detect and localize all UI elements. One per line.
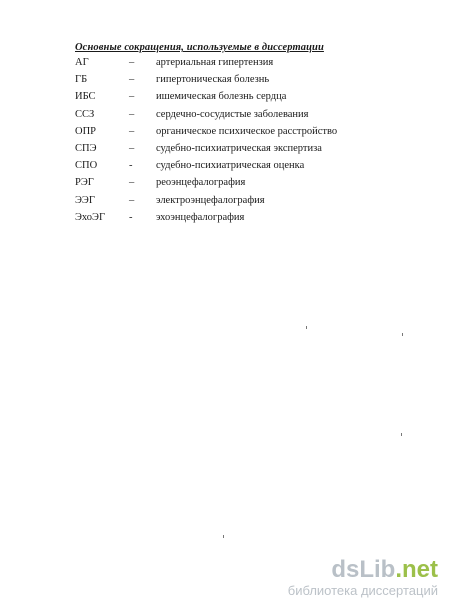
abbreviation-description: органическое психическое расстройство — [156, 125, 338, 137]
abbreviation-row — [0, 143, 450, 160]
abbreviation-description: судебно-психиатрическая оценка — [156, 160, 305, 172]
abbreviation-term: АГ — [75, 57, 89, 68]
abbreviation-dash: – — [129, 74, 135, 86]
site-watermark — [288, 557, 438, 598]
abbreviation-row — [0, 126, 450, 143]
abbreviation-row — [0, 212, 450, 229]
page-heading: Основные сокращения, используемые в диссертации — [75, 42, 324, 53]
abbreviation-row — [0, 109, 450, 126]
watermark-logo-suffix: .net — [395, 556, 438, 583]
abbreviation-row — [0, 74, 450, 91]
abbreviation-dash: – — [129, 142, 135, 154]
abbreviation-list — [0, 57, 450, 229]
watermark-tagline: библиотека диссертаций — [287, 583, 438, 598]
abbreviation-row — [0, 195, 450, 212]
scan-speck — [306, 326, 307, 329]
scan-speck — [401, 433, 402, 436]
abbreviation-description: судебно-психиатрическая экспертиза — [156, 142, 322, 154]
abbreviation-dash: – — [129, 108, 135, 120]
abbreviation-description: сердечно-сосудистые заболевания — [156, 108, 309, 120]
abbreviation-dash: - — [129, 160, 133, 172]
abbreviation-dash: – — [129, 177, 135, 189]
abbreviation-term: ЭхоЭГ — [75, 211, 106, 223]
abbreviation-description: электроэнцефалография — [156, 194, 265, 206]
abbreviation-description: эхоэнцефалография — [156, 211, 245, 223]
watermark-logo — [288, 557, 438, 583]
abbreviation-dash: – — [129, 125, 135, 137]
abbreviation-dash: – — [129, 91, 135, 103]
abbreviation-term: ГБ — [75, 74, 88, 86]
abbreviation-term: ССЗ — [75, 108, 95, 120]
abbreviation-dash: – — [129, 194, 135, 206]
abbreviation-dash: - — [129, 211, 133, 223]
abbreviation-row — [0, 57, 450, 74]
abbreviation-description: ишемическая болезнь сердца — [156, 91, 287, 103]
abbreviation-term: ОПР — [75, 125, 97, 137]
watermark-logo-main: dsLib — [331, 556, 396, 583]
abbreviation-term: СПЭ — [75, 142, 97, 154]
abbreviation-term: ИБС — [75, 91, 96, 103]
abbreviation-row — [0, 177, 450, 194]
abbreviation-description: реоэнцефалография — [156, 177, 246, 189]
abbreviation-dash: – — [129, 57, 135, 68]
abbreviation-description: гипертоническая болезнь — [156, 74, 270, 86]
abbreviation-description: артериальная гипертензия — [156, 57, 274, 68]
scan-speck — [223, 535, 224, 538]
abbreviation-term: ЭЭГ — [75, 194, 95, 206]
abbreviation-row — [0, 160, 450, 177]
abbreviation-term: СПО — [75, 160, 98, 172]
scan-speck — [402, 333, 403, 336]
abbreviation-term: РЭГ — [75, 177, 94, 189]
abbreviation-row — [0, 91, 450, 108]
